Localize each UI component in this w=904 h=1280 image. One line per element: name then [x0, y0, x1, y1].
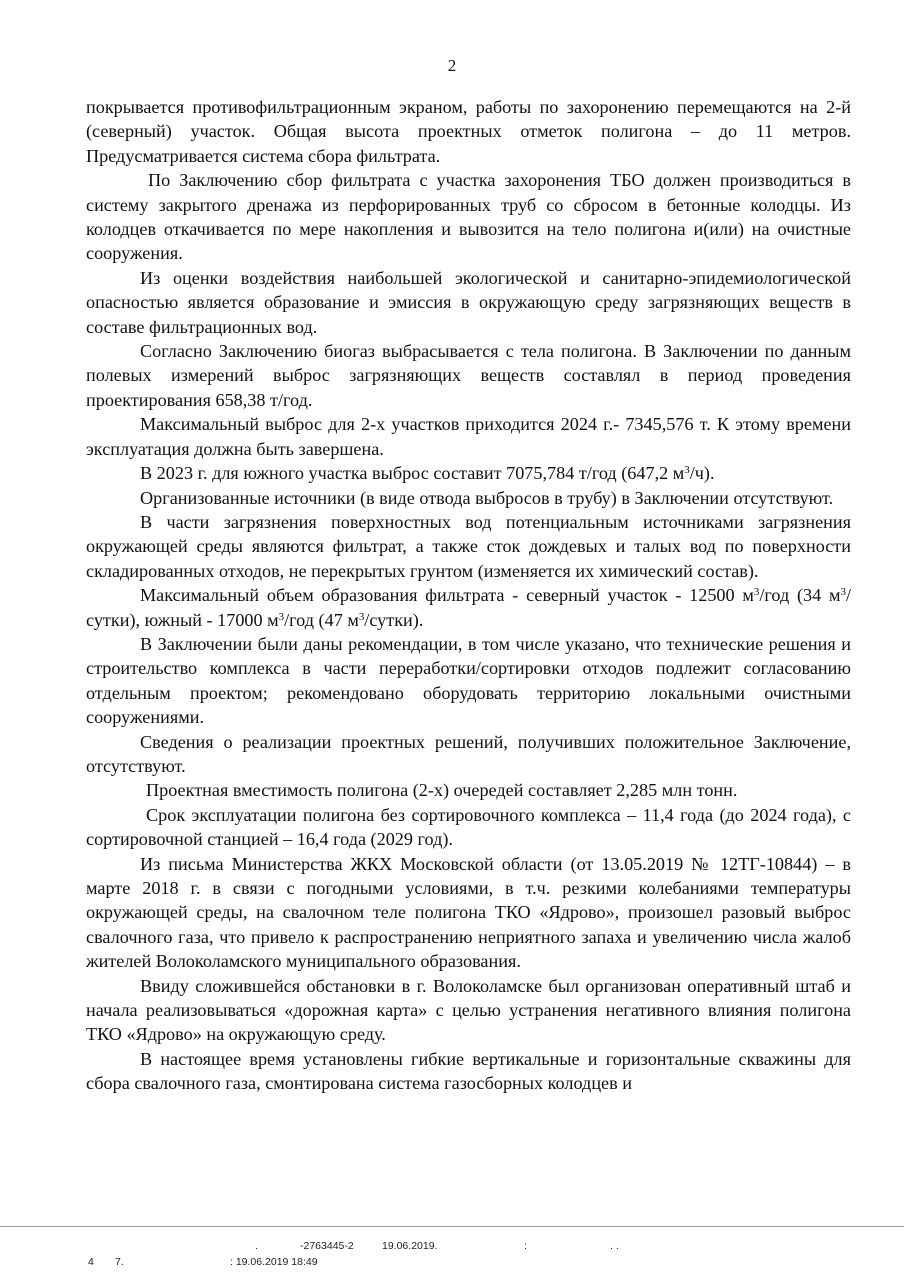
footer-left-b: 7.: [115, 1256, 124, 1268]
footer-document-date: 19.06.2019.: [382, 1240, 438, 1252]
paragraph-16: В настоящее время установлены гибкие вертикальные и горизонтальные скважины для сбора свалочного газа, смонтирована система газосборных колодцев и: [86, 1048, 851, 1094]
paragraph-15: Ввиду сложившейся обстановки в г. Волоколамске был организован оперативный штаб и начала реализовываться «дорожная карта» с целью устранения негативного влияния полигона ТКО «Ядрово» на окружающую среду.: [86, 975, 851, 1045]
paragraph-7: Организованные источники (в виде отвода выбросов в трубу) в Заключении отсутствуют.: [140, 487, 834, 508]
paragraph-13: Срок эксплуатации полигона без сортировочного комплекса – 11,4 года (до 2024 года), с сортировочной станцией – 16,4 года (2029 год).: [86, 804, 851, 850]
superscript-3: 3: [358, 610, 365, 623]
superscript-3: 3: [840, 586, 846, 599]
paragraph-9-text-5: /сутки).: [364, 609, 424, 630]
paragraph-9-text-4: /год (47 м: [284, 609, 359, 630]
paragraph-12: Проектная вместимость полигона (2-х) очередей составляет 2,285 млн тонн.: [146, 780, 738, 801]
footer-divider: [0, 1226, 904, 1227]
footer-timestamp: : 19.06.2019 18:49: [230, 1256, 318, 1268]
paragraph-9-text-2: /год (34 м: [759, 585, 841, 606]
paragraph-6-text-1: В 2023 г. для южного участка выброс составит 7075,784 т/год (647,2 м: [140, 463, 685, 484]
footer-left-a: 4: [88, 1256, 94, 1268]
paragraph-1: покрывается противофильтрационным экраном, работы по захоронению перемещаются на 2-й (северный) участок. Общая высота проектных отметок полигона – до 11 метров. Предусматривается система сбора фильтрата.: [86, 97, 851, 166]
footer-document-number: -2763445-2: [300, 1240, 354, 1252]
paragraph-9-text-3: /сутки), южный - 17000 м: [86, 585, 851, 630]
footer-colon: :: [524, 1240, 527, 1252]
document-body: [86, 95, 851, 1096]
paragraph-5: Максимальный выброс для 2-х участков приходится 2024 г.- 7345,576 т. К этому времени эксплуатация должна быть завершена.: [86, 414, 851, 459]
paragraph-11: Сведения о реализации проектных решений, получивших положительное Заключение, отсутствуют.: [86, 731, 851, 776]
paragraph-6-text-2: /ч).: [689, 463, 715, 484]
paragraph-14: Из письма Министерства ЖКХ Московской области (от 13.05.2019 № 12ТГ-10844) – в марте 2018 г. в связи с погодными условиями, в т.ч. резкими колебаниями температуры окружающей среды, на свалочном теле полигона ТКО «Ядрово», произошел разовый выброс свалочного газа, что привело к распространению неприятного запаха и увеличению числа жалоб жителей Волоколамского муниципального образования.: [86, 853, 851, 972]
paragraph-8: В части загрязнения поверхностных вод потенциальным источниками загрязнения окружающей среды являются фильтрат, а также сток дождевых и талых вод по поверхности складированных отходов, не перекрытых грунтом (изменяется их химический состав).: [86, 511, 851, 581]
paragraph-3: Из оценки воздействия наибольшей экологической и санитарно-эпидемиологической опасностью является образование и эмиссия в окружающую среду загрязняющих веществ в составе фильтрационных вод.: [86, 267, 851, 337]
paragraph-9-text-1: Максимальный объем образования фильтрата - северный участок - 12500 м: [140, 585, 754, 606]
superscript-3: 3: [684, 464, 690, 477]
footer-dot: .: [255, 1240, 258, 1252]
paragraph-2: По Заключению сбор фильтрата с участка захоронения ТБО должен производиться в систему закрытого дренажа из перфорированных труб со сбросом в бетонные колодцы. Из колодцев откачивается по мере накопления и вывозится на тело полигона и(или) на очистные сооружения.: [86, 170, 851, 264]
paragraph-9: [86, 583, 851, 632]
superscript-3: 3: [278, 610, 285, 623]
superscript-3: 3: [753, 586, 760, 599]
paragraph-4: Согласно Заключению биогаз выбрасывается с тела полигона. В Заключении по данным полевых измерений выброс загрязняющих веществ составлял в период проведения проектирования 658,38 т/год.: [86, 341, 851, 410]
footer-dots: . .: [610, 1240, 619, 1252]
paragraph-10: В Заключении были даны рекомендации, в том числе указано, что технические решения и строительство комплекса в части переработки/сортировки отходов подлежит согласованию отдельным проектом; рекомендовано оборудовать территорию локальными очистными сооружениями.: [86, 633, 851, 728]
paragraph-6: [86, 461, 851, 485]
page-number: 2: [447, 56, 457, 75]
